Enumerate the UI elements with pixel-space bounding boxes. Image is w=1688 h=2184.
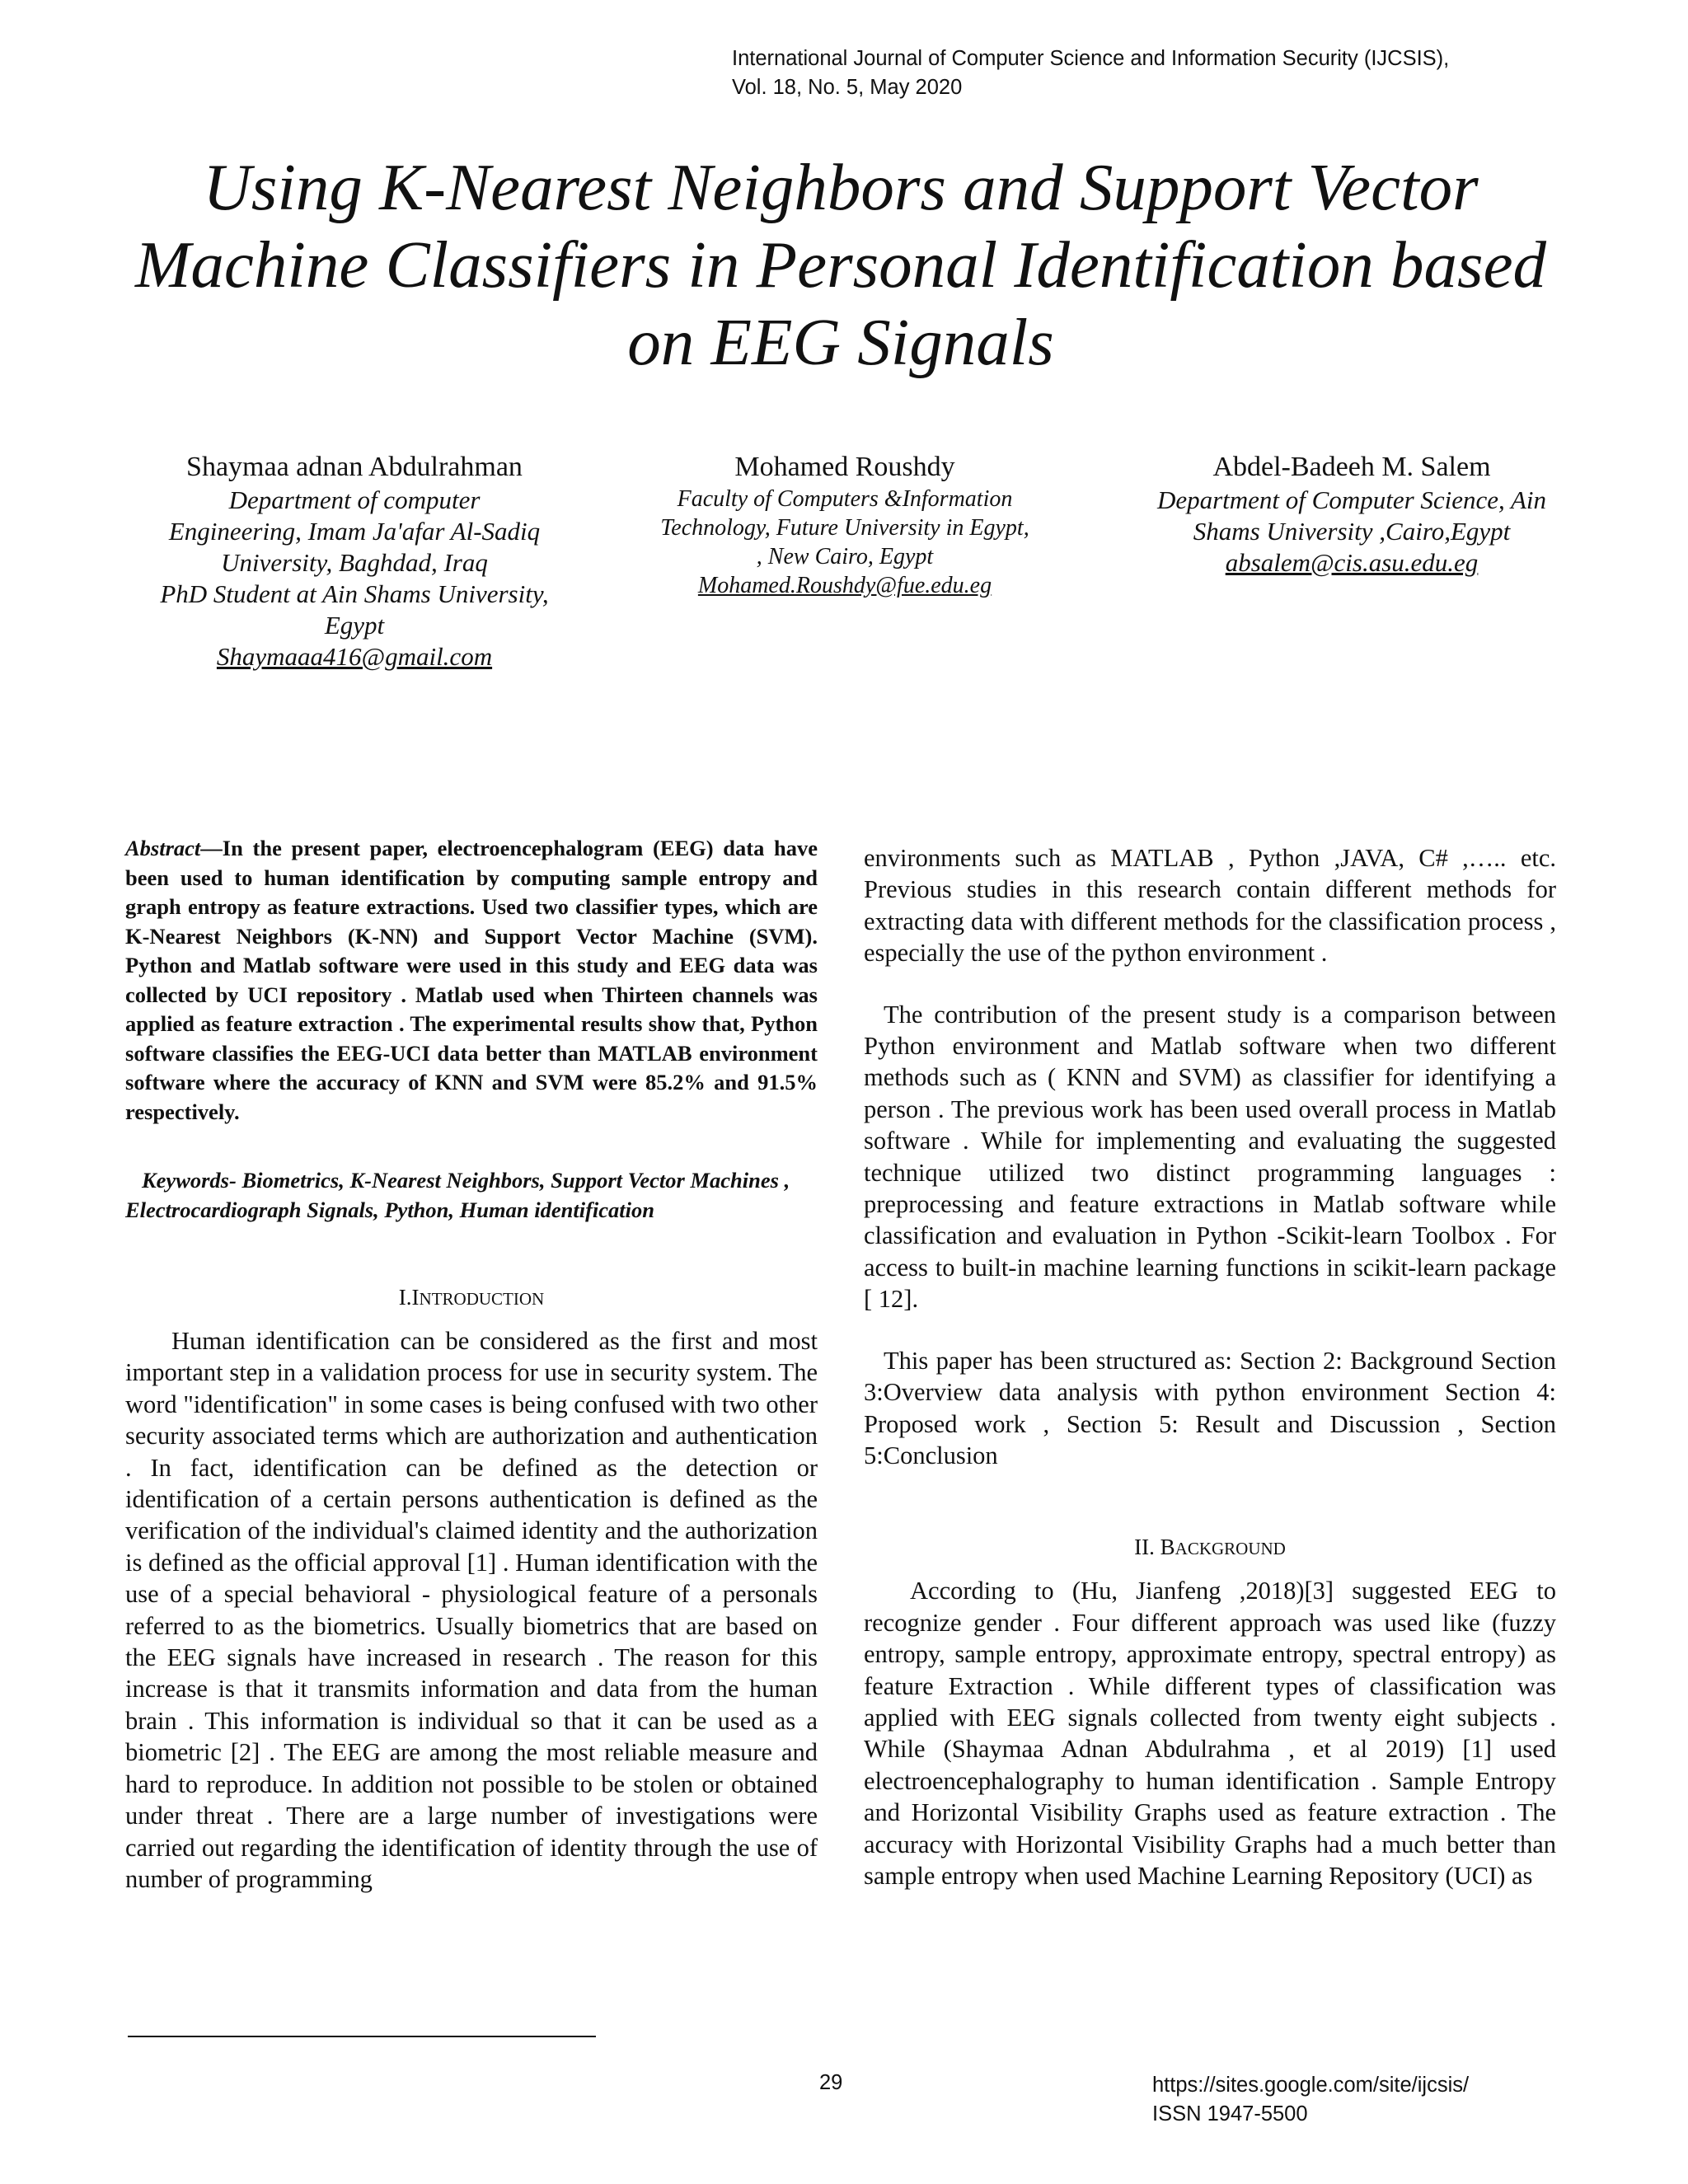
author-affiliation-line: Egypt — [324, 611, 385, 640]
author-affiliation-line: University, Baghdad, Iraq — [221, 548, 488, 577]
author-email-link[interactable]: Shaymaaa416@gmail.com — [216, 642, 493, 671]
author-affiliation-line: PhD Student at Ain Shams University, — [160, 579, 549, 608]
author-affiliation-line: Department of computer — [228, 485, 481, 514]
section-heading-introduction: I.INTRODUCTION — [398, 1285, 545, 1310]
author-email-link[interactable]: absalem@cis.asu.edu.eg — [1225, 548, 1479, 577]
title-line-3: on EEG Signals — [627, 305, 1054, 379]
author-email-link[interactable]: Mohamed.Roushdy@fue.edu.eg — [697, 573, 992, 598]
author-name: Shaymaa adnan Abdulrahman — [186, 452, 523, 482]
introduction-paragraph: Human identification can be considered as the first and most important step in a validation process for use in security system. The word "identification" in some cases is being confused with two other security associated terms which are authorization and authentication . In fact, identification can be defined as the detection or identification of a certain persons authentication is defined as the verification of the individual's claimed identity and the authorization is defined as the official approval [1] . Human identification with the use of a special behavioral - physiological feature of a personals referred to as the biometrics. Usually biometrics that are based on the EEG signals have increased in research . The reason for this increase is that it transmits information and data from the human brain . This information is individual so that it can be used as a biometric [2] . The EEG are among the most reliable measure and hard to reproduce. In addition not possible to be stolen or obtained under threat . There are a large number of investigations were carried out regarding the identification of identity through the use of number of programming — [125, 1327, 818, 1893]
left-column — [125, 834, 818, 1895]
author-block-1 — [124, 450, 585, 673]
journal-volume: Vol. 18, No. 5, May 2020 — [732, 76, 963, 99]
footer-url-link[interactable]: https://sites.google.com/site/ijcsis/ — [1152, 2074, 1470, 2097]
author-affiliation-line: Engineering, Imam Ja'afar Al-Sadiq — [168, 517, 541, 546]
right-column — [864, 842, 1556, 1891]
author-block-3 — [1100, 450, 1603, 579]
paper-title — [91, 148, 1591, 381]
footnote-rule — [128, 2036, 596, 2037]
author-affiliation-line: Shams University ,Cairo,Egypt — [1193, 517, 1511, 546]
footer-info — [1152, 2071, 1469, 2129]
author-affiliation-line: Department of Computer Science, Ain — [1156, 485, 1547, 514]
section-heading-background: II. BACKGROUND — [1134, 1535, 1286, 1560]
author-block-2 — [622, 450, 1067, 600]
journal-name: International Journal of Computer Science and Information Security (IJCSIS), — [732, 47, 1450, 70]
background-paragraph: According to (Hu, Jianfeng ,2018)[3] suggested EEG to recognize gender . Four different approach was used like (fuzzy entropy, sample entropy, approximate entropy, spectral entropy) as feature Extraction . While different types of classification was applied with EEG signals collected from twenty eight subjects . While (Shaymaa Adnan Abdulrahma , et al 2019) [1] used electroencephalography to human identification . Sample Entropy and Horizontal Visibility Graphs used as feature extraction . The accuracy with Horizontal Visibility Graphs had a much better than sample entropy when used Machine Learning Repository (UCI) as — [864, 1577, 1556, 1890]
title-line-2: Machine Classifiers in Personal Identification based — [134, 227, 1547, 302]
journal-header — [732, 45, 1639, 102]
keywords: Keywords- Biometrics, K-Nearest Neighbors, Support Vector Machines , Electrocardiograph Signals, Python, Human identification — [125, 1168, 790, 1222]
title-line-1: Using K-Nearest Neighbors and Support Vector — [203, 150, 1479, 224]
author-affiliation-line: Technology, Future University in Egypt, — [660, 515, 1029, 541]
abstract-text: —In the present paper, electroencephalogram (EEG) data have been used to human identification by computing sample entropy and graph entropy as feature extractions. Used two classifier types, which are K-Nearest Neighbors (K-NN) and Support Vector Machine (SVM). Python and Matlab software were used in this study and EEG data was collected by UCI repository . Matlab used when Thirteen channels was applied as feature extraction . The experimental results show that, Python software classifies the EEG-UCI data better than MATLAB environment software where the accuracy of KNN and SVM were 85.2% and 91.5% respectively. — [125, 836, 818, 1124]
author-affiliation-line: Faculty of Computers &Information — [677, 486, 1013, 512]
footer-issn: ISSN 1947-5500 — [1152, 2102, 1308, 2125]
intro-continuation-paragraph: environments such as MATLAB , Python ,JAVA, C# ,….. etc. Previous studies in this research contain different methods for extracting data with different methods for the classification process , especially the use of the python environment . — [864, 844, 1556, 968]
structure-paragraph: This paper has been structured as: Section 2: Background Section 3:Overview data analysis with python environment Section 4: Proposed work , Section 5: Result and Discussion , Section 5:Conclusion — [864, 1346, 1556, 1469]
page-number: 29 — [819, 2071, 843, 2094]
contribution-paragraph: The contribution of the present study is a comparison between Python environment and Matlab software when two different methods such as ( KNN and SVM) as classifier for identifying a person . The previous work has been used overall process in Matlab software . While for implementing and evaluating the suggested technique utilized two distinct programming languages : preprocessing and feature extractions in Matlab software while classification and evaluation in Python -Scikit-learn Toolbox . For access to built-in machine learning functions in scikit-learn package [ 12]. — [864, 1000, 1556, 1314]
author-name: Abdel-Badeeh M. Salem — [1212, 452, 1491, 482]
abstract-label: Abstract — [125, 836, 201, 860]
author-affiliation-line: , New Cairo, Egypt — [756, 544, 934, 569]
author-name: Mohamed Roushdy — [734, 452, 955, 482]
abstract — [125, 834, 818, 1127]
